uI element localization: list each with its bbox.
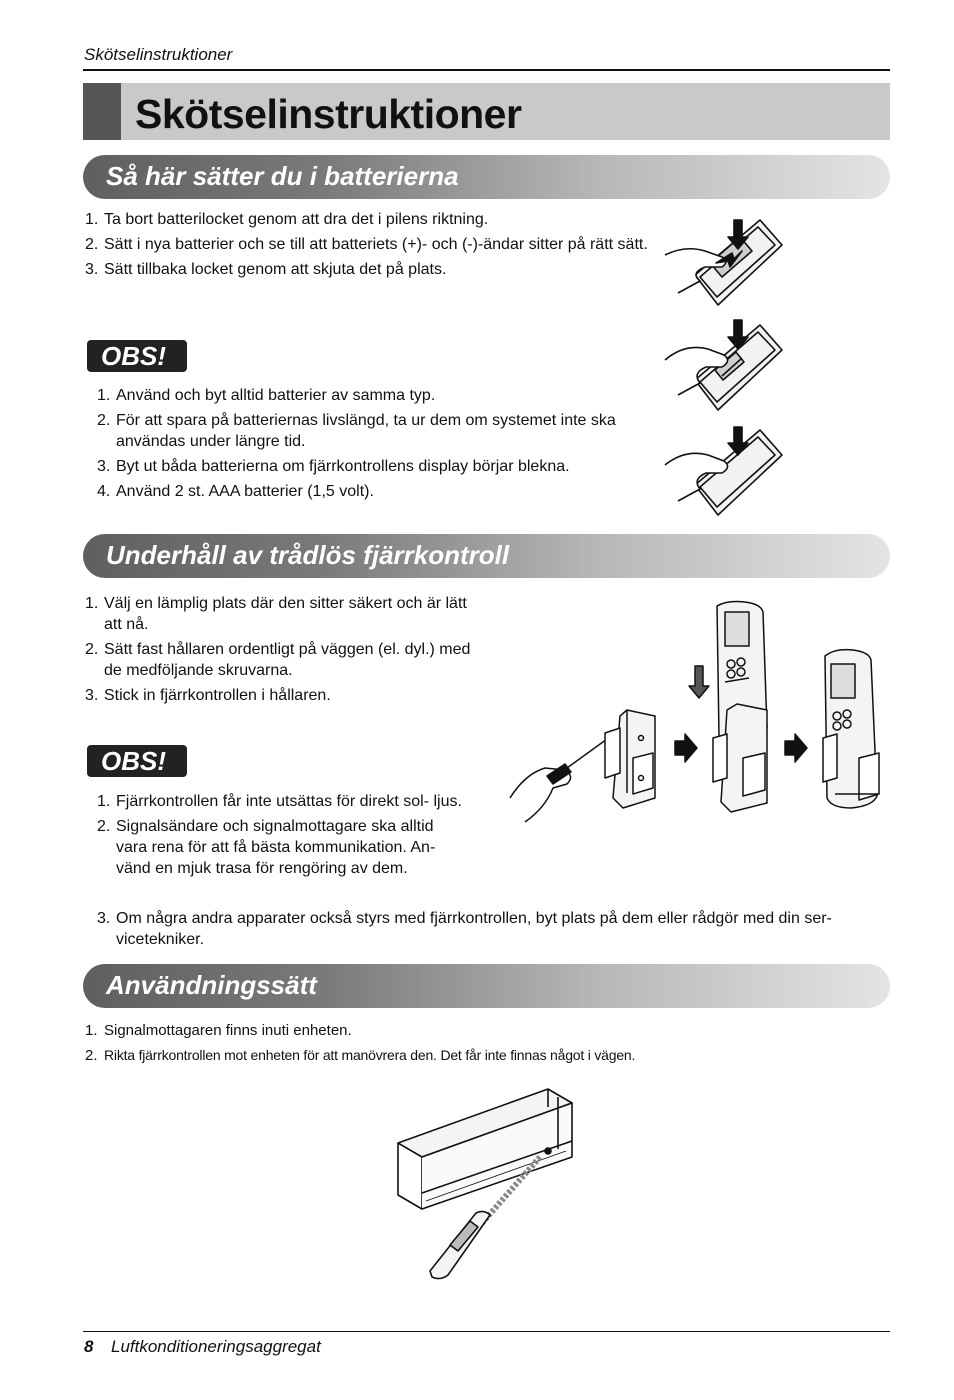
indoor-unit-illustration <box>390 1085 585 1285</box>
battery-steps-list <box>85 209 655 284</box>
section-title: Så här sätter du i batterierna <box>106 161 459 191</box>
list-item: 2. Sätt fast hållaren ordentligt på väggen (el. dyl.) med de medföljande skruvarna. <box>85 641 471 679</box>
list-item: 1. Signalmottagaren finns inuti enheten. <box>85 1022 352 1039</box>
arrow-down-icon <box>689 666 709 698</box>
holder-illustration <box>505 598 890 830</box>
arrow-right-icon <box>785 734 807 762</box>
page-number: 8 <box>84 1337 94 1356</box>
list-item: 1. Fjärrkontrollen får inte utsättas för direkt sol- ljus. <box>97 793 462 810</box>
list-item: 2. För att spara på batteriernas livslängd, ta ur dem om systemet inte ska användas under längre tid. <box>97 412 616 450</box>
list-item: 1. Ta bort batterilocket genom att dra det i pilens riktning. <box>85 211 489 228</box>
section-header-usage <box>83 964 890 1008</box>
obs-badge: OBS! <box>87 745 187 777</box>
running-header: Skötselinstruktioner <box>84 45 233 64</box>
page-title: Skötselinstruktioner <box>135 91 522 137</box>
section-title: Underhåll av trådlös fjärrkontroll <box>106 540 510 570</box>
list-item: 2. Rikta fjärrkontrollen mot enheten för att manövrera den. Det får inte finnas något i vägen. <box>85 1047 636 1064</box>
remote-control-icon <box>430 1211 490 1278</box>
battery-illustration <box>660 215 795 525</box>
header-rule <box>83 69 890 71</box>
list-item: 2. Signalsändare och signalmottagare ska alltid vara rena för att få bästa kommunikation. An- vänd en mjuk trasa för rengöring av dem. <box>97 818 436 877</box>
page-title-bar <box>83 83 890 140</box>
list-item: 2. Sätt i nya batterier och se till att batteriets (+)- och (-)-ändar sitter på rätt sätt. <box>85 236 648 253</box>
list-item: 1. Använd och byt alltid batterier av samma typ. <box>97 387 436 404</box>
list-item: 3. Sätt tillbaka locket genom att skjuta det på plats. <box>85 261 447 278</box>
battery-notes-list <box>97 385 657 506</box>
list-item: 4. Använd 2 st. AAA batterier (1,5 volt). <box>97 483 374 500</box>
remote-holder-icon <box>605 710 655 808</box>
list-item: 3. Stick in fjärrkontrollen i hållaren. <box>85 687 331 704</box>
list-item: 1. Välj en lämplig plats där den sitter säkert och är lätt att nå. <box>85 595 467 633</box>
arrow-right-icon <box>675 734 697 762</box>
footer-rule <box>83 1331 890 1332</box>
indoor-unit-icon <box>398 1089 572 1209</box>
obs-badge: OBS! <box>87 340 187 372</box>
holder-steps-list <box>85 593 480 710</box>
maintenance-notes-list-cont <box>97 908 887 954</box>
title-accent-block <box>83 83 121 140</box>
footer-title: Luftkonditioneringsaggregat <box>111 1337 321 1356</box>
list-item: 3. Byt ut båda batterierna om fjärrkontrollens display börjar blekna. <box>97 458 570 475</box>
section-title: Användningssätt <box>106 970 317 1000</box>
section-header-maintenance <box>83 534 890 578</box>
list-item: 3. Om några andra apparater också styrs med fjärrkontrollen, byt plats på dem eller rådgör med din ser- vicetekniker. <box>97 910 832 948</box>
maintenance-notes-list <box>97 791 467 883</box>
usage-steps-list <box>85 1020 845 1070</box>
section-header-batteries <box>83 155 890 199</box>
